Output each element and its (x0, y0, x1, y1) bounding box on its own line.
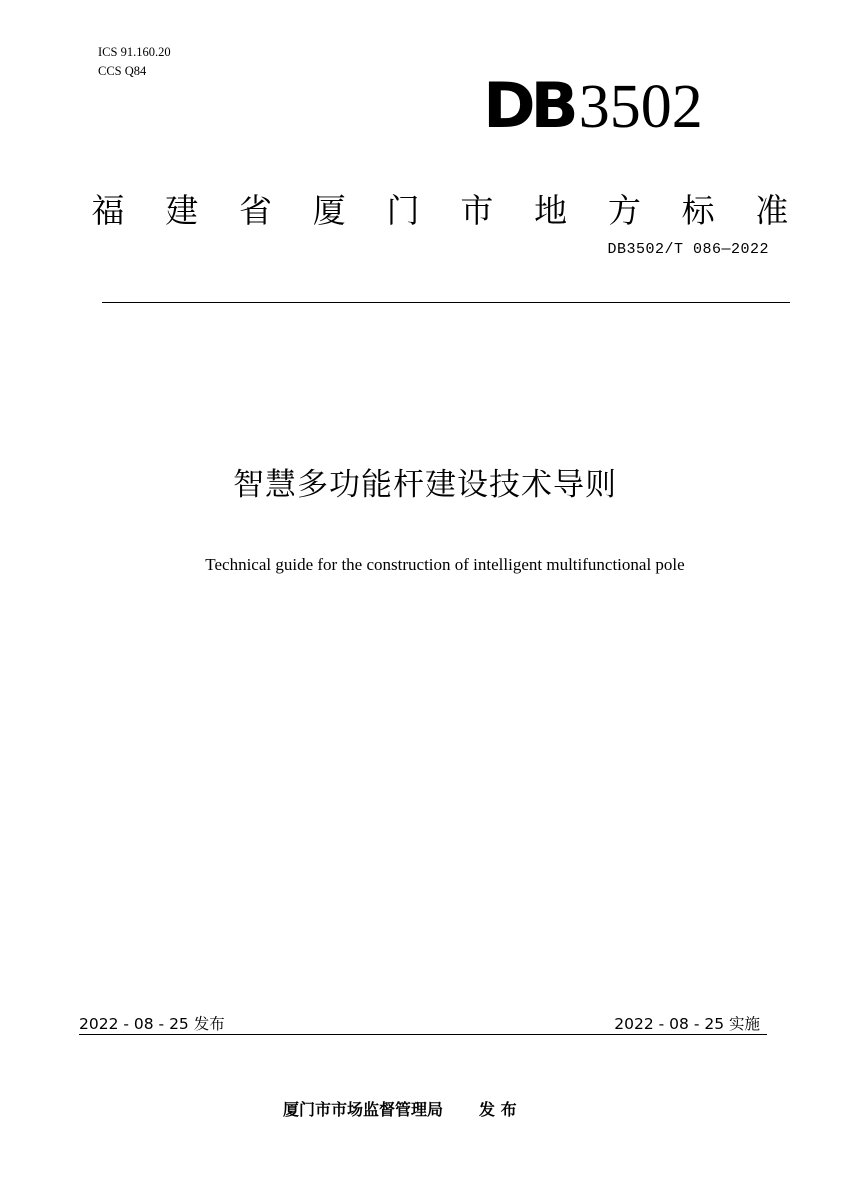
ccs-code: CCS Q84 (98, 64, 147, 78)
standard-number: DB3502/T 086—2022 (607, 241, 769, 258)
category-char: 省 (239, 191, 273, 230)
logo-prefix: DB (483, 69, 574, 142)
category-char: 厦 (312, 191, 346, 230)
category-char: 市 (460, 191, 494, 230)
issuer (283, 1097, 517, 1120)
category-char: 标 (681, 191, 715, 230)
top-divider (102, 302, 790, 303)
category-char: 准 (755, 191, 789, 230)
category-char: 地 (534, 191, 568, 230)
standard-logo (483, 69, 703, 142)
bottom-divider (79, 1034, 767, 1035)
issuer-name: 厦门市市场监督管理局 (283, 1100, 444, 1119)
title-chinese: 智慧多功能杆建设技术导则 (233, 467, 617, 503)
category-char: 门 (386, 191, 420, 230)
ics-code: ICS 91.160.20 (98, 45, 171, 59)
category-char: 方 (607, 191, 641, 230)
standard-category (90, 186, 790, 236)
implement-date: 2022 - 08 - 25 实施 (614, 1015, 760, 1033)
issuer-action: 发 布 (479, 1100, 517, 1119)
publish-date: 2022 - 08 - 25 发布 (79, 1015, 225, 1033)
logo-number: 3502 (578, 73, 703, 141)
classification-codes (98, 43, 171, 81)
category-char: 建 (165, 191, 199, 230)
category-char: 福 (91, 191, 125, 230)
title-english: Technical guide for the construction of intelligent multifunctional pole (205, 555, 685, 574)
